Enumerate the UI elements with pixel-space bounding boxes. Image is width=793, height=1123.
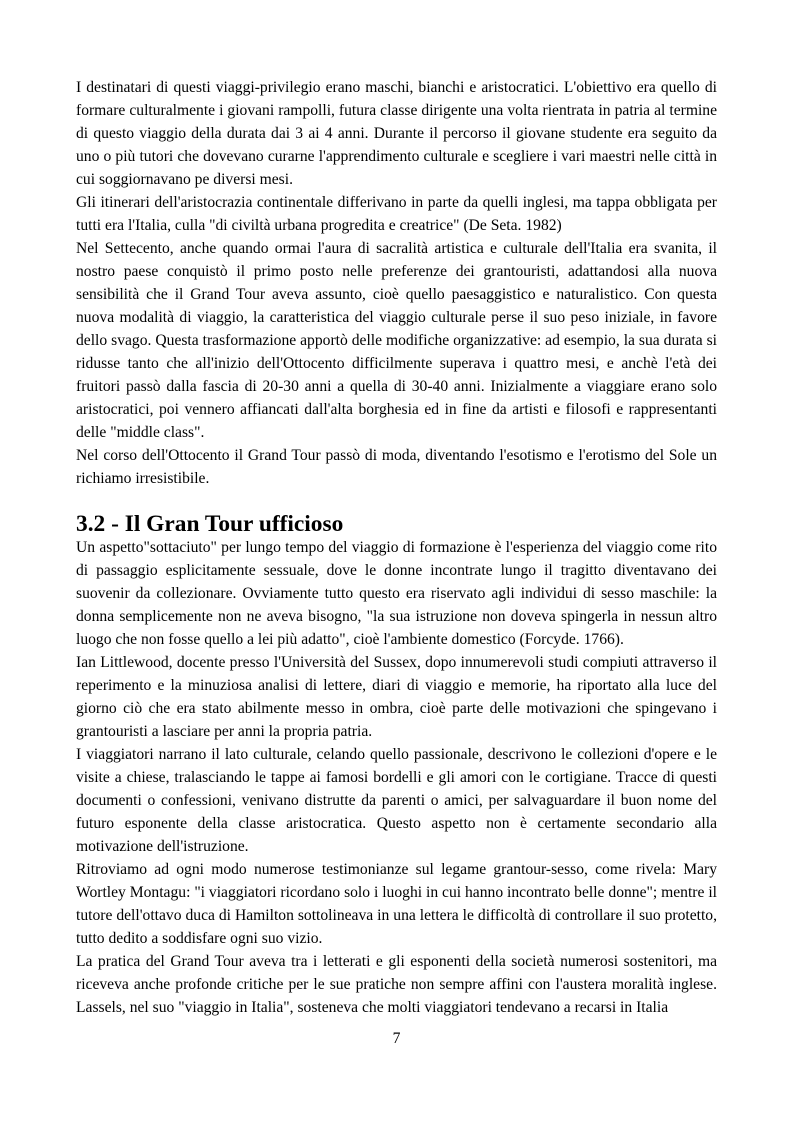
paragraph: Gli itinerari dell'aristocrazia continentale differivano in parte da quelli inglesi, ma tappa obbligata per tutti era l'Italia, culla "di civiltà urbana progredita e creatrice" (De Seta. 1982): [76, 194, 717, 234]
paragraph: Ian Littlewood, docente presso l'Università del Sussex, dopo innumerevoli studi compiuti attraverso il reperimento e la minuziosa analisi di lettere, diari di viaggio e memorie, ha riportato alla luce del giorno ciò che era stato abilmente messo in ombra, cioè parte delle motivazioni che spingevano i grantouristi a lasciare per anni la propria patria.: [76, 654, 717, 740]
paragraph: I destinatari di questi viaggi-privilegio erano maschi, bianchi e aristocratici. L'obiettivo era quello di formare culturalmente i giovani rampolli, futura classe dirigente una volta rientrata in patria al termine di questo viaggio della durata dai 3 ai 4 anni. Durante il percorso il giovane studente era seguito da uno o più tutori che dovevano curarne l'apprendimento culturale e scegliere i vari maestri nelle città in cui soggiornavano pe diversi mesi.: [76, 79, 717, 188]
paragraph: I viaggiatori narrano il lato culturale, celando quello passionale, descrivono le collezioni d'opere e le visite a chiese, tralasciando le tappe ai famosi bordelli e gli amori con le cortigiane. Tracce di questi documenti o confessioni, venivano distrutte da parenti o amici, per salvaguardare il buon nome del futuro esponente della classe aristocratica. Questo aspetto non è certamente secondario alla motivazione dell'istruzione.: [76, 746, 717, 855]
page-body: [76, 76, 717, 1019]
section-heading: 3.2 - Il Gran Tour ufficioso: [76, 511, 344, 537]
paragraph: Nel Settecento, anche quando ormai l'aura di sacralità artistica e culturale dell'Italia era svanita, il nostro paese conquistò il primo posto nelle preferenze dei grantouristi, adattandosi alla nuova sensibilità che il Grand Tour aveva assunto, cioè quello paesaggistico e naturalistico. Con questa nuova modalità di viaggio, la caratteristica del viaggio culturale perse il suo peso iniziale, in favore dello svago. Questa trasformazione apportò delle modifiche organizzative: ad esempio, la sua durata si ridusse tanto che all'inizio dell'Ottocento difficilmente superava i quattro mesi, e anchè l'età dei fruitori passò dalla fascia di 20-30 anni a quella di 30-40 anni. Inizialmente a viaggiare erano solo aristocratici, poi vennero affiancati dall'alta borghesia ed in fine da artisti e filosofi e rappresentanti delle "middle class".: [76, 240, 717, 441]
paragraph: Nel corso dell'Ottocento il Grand Tour passò di moda, diventando l'esotismo e l'erotismo del Sole un richiamo irresistibile.: [76, 447, 717, 487]
paragraph: La pratica del Grand Tour aveva tra i letterati e gli esponenti della società numerosi sostenitori, ma riceveva anche profonde critiche per le sue pratiche non sempre affini con l'austera moralità inglese. Lassels, nel suo "viaggio in Italia", sosteneva che molti viaggiatori tendevano a recarsi in Italia: [76, 953, 717, 1016]
paragraph: Un aspetto"sottaciuto" per lungo tempo del viaggio di formazione è l'esperienza del viaggio come rito di passaggio esplicitamente sessuale, dove le donne incontrate lungo il tragitto diventavano dei suovenir da collezionare. Ovviamente tutto questo era riservato agli individui di sesso maschile: la donna semplicemente non ne aveva bisogno, "la sua istruzione non doveva spingerla in nessun altro luogo che non fosse quello a lei più adatto", cioè l'ambiente domestico (Forcyde. 1766).: [76, 539, 717, 648]
paragraph: Ritroviamo ad ogni modo numerose testimonianze sul legame grantour-sesso, come rivela: Mary Wortley Montagu: "i viaggiatori ricordano solo i luoghi in cui hanno incontrato belle donne"; mentre il tutore dell'ottavo duca di Hamilton sottolineava in una lettera le difficoltà di controllare il suo protetto, tutto dedito a soddisfare ogni suo vizio.: [76, 861, 717, 947]
page-number: 7: [392, 1030, 401, 1047]
section-spacer: [76, 490, 717, 513]
